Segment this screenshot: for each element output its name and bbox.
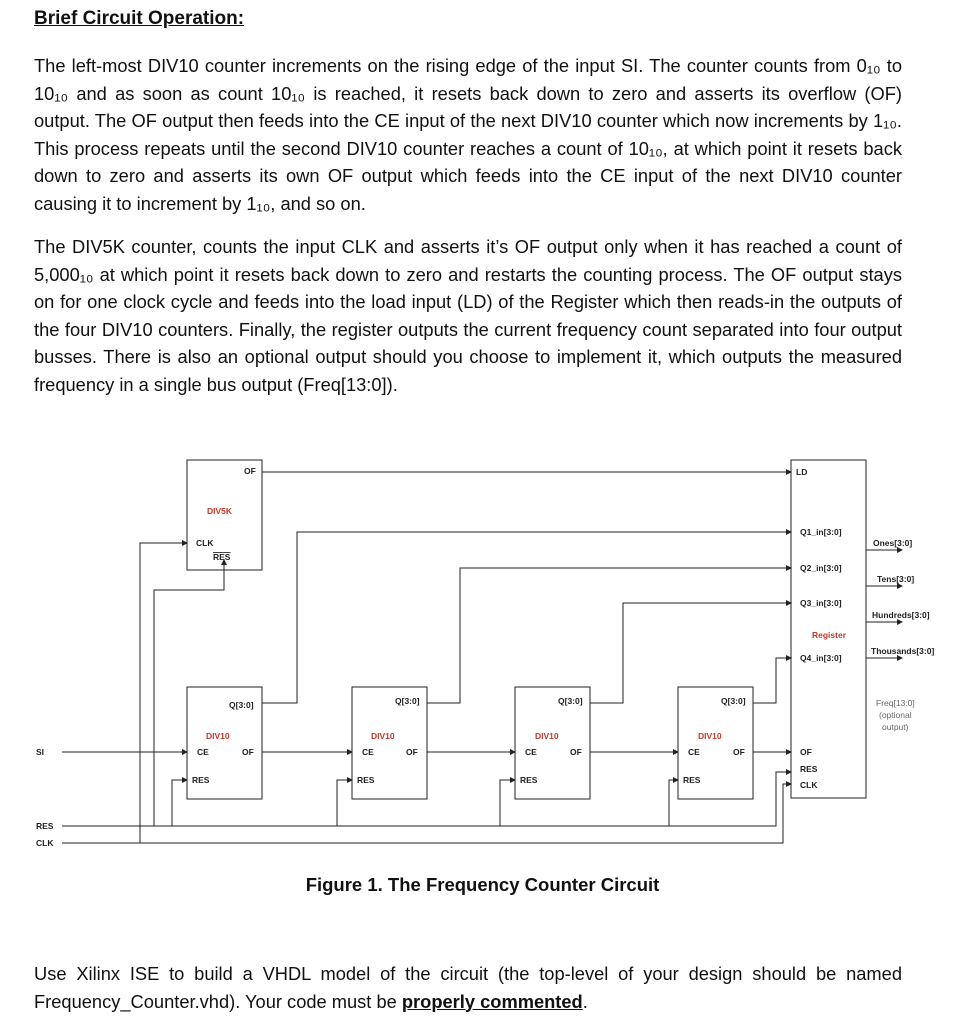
input-si-label: SI [36,747,45,757]
div10-4-q-label: Q[3:0] [721,696,746,706]
div10-3-res-label: RES [520,775,538,785]
div10-3-ce-label: CE [525,747,537,757]
register-name-label: Register [812,630,847,640]
div10-2-q-label: Q[3:0] [395,696,420,706]
register-q2-label: Q2_in[3:0] [800,563,842,573]
input-res-label: RES [36,821,54,831]
properly-commented-emphasis: properly commented [401,990,583,1012]
register-q4-label: Q4_in[3:0] [800,653,842,663]
output-tens-label: Tens[3:0] [877,574,915,584]
div10-3-name-label: DIV10 [535,731,559,741]
register-of-label: OF [800,747,812,757]
register-q3-label: Q3_in[3:0] [800,598,842,608]
div5k-of-label: OF [244,466,256,476]
div10-1-of-label: OF [242,747,254,757]
optional-output-line2: (optional [879,710,912,720]
div10-4-res-label: RES [683,775,701,785]
div5k-name-label: DIV5K [207,506,233,516]
paragraph-instructions [34,960,902,1015]
paragraph-circuit-operation: The left-most DIV10 counter increments on the rising edge of the input SI. The counter counts from 0₁₀ to 10₁₀ and as soon as count 10₁₀ is reached, it resets back down to zero and asserts its overflow (OF) output. The OF output then feeds into the CE input of the next DIV10 counter which now increments by 1₁₀. This process repeats until the second DIV10 counter reaches a count of 10₁₀, at which point it resets back down to zero and asserts its own OF output which feeds into the CE input of the next DIV10 counter causing it to increment by 1₁₀, and so on. [34,55,902,214]
input-clk-label: CLK [36,838,54,848]
div10-1-res-label: RES [192,775,210,785]
output-thousands-label: Thousands[3:0] [871,646,935,656]
div10-4-ce-label: CE [688,747,700,757]
div10-3-of-label: OF [570,747,582,757]
instructions-end: . [582,990,588,1012]
register-res-label: RES [800,764,818,774]
optional-output-line1: Freq[13:0] [876,698,915,708]
register-clk-label: CLK [800,780,818,790]
div5k-res-label: RES [213,552,231,562]
register-q1-label: Q1_in[3:0] [800,527,842,537]
div10-3-q-label: Q[3:0] [558,696,583,706]
div10-1-name-label: DIV10 [206,731,230,741]
div10-2-of-label: OF [406,747,418,757]
div10-1-q-label: Q[3:0] [229,700,254,710]
div10-1-ce-label: CE [197,747,209,757]
div5k-clk-label: CLK [196,538,214,548]
div10-2-ce-label: CE [362,747,374,757]
figure-caption: Figure 1. The Frequency Counter Circuit [305,874,660,895]
instructions-text: Use Xilinx ISE to build a VHDL model of the circuit (the top-level of your design should be named Frequency_Counter.vhd). Your code must be [34,963,902,1012]
div10-2-name-label: DIV10 [371,731,395,741]
optional-output-line3: output) [882,722,909,732]
output-hundreds-label: Hundreds[3:0] [872,610,930,620]
output-ones-label: Ones[3:0] [873,538,913,548]
frequency-counter-diagram [0,440,965,870]
div10-4-name-label: DIV10 [698,731,722,741]
section-heading: Brief Circuit Operation: [34,8,245,29]
register-ld-label: LD [796,467,808,477]
div10-2-res-label: RES [357,775,375,785]
paragraph-div5k: The DIV5K counter, counts the input CLK and asserts it’s OF output only when it has reached a count of 5,000₁₀ at which point it resets back down to zero and restarts the counting process. The OF output stays on for one clock cycle and feeds into the load input (LD) of the Register which then reads-in the outputs of the four DIV10 counters. Finally, the register outputs the current frequency count separated into four output busses. There is also an optional output should you choose to implement it, which outputs the measured frequency in a single bus output (Freq[13:0]). [34,236,902,395]
div10-4-of-label: OF [733,747,745,757]
